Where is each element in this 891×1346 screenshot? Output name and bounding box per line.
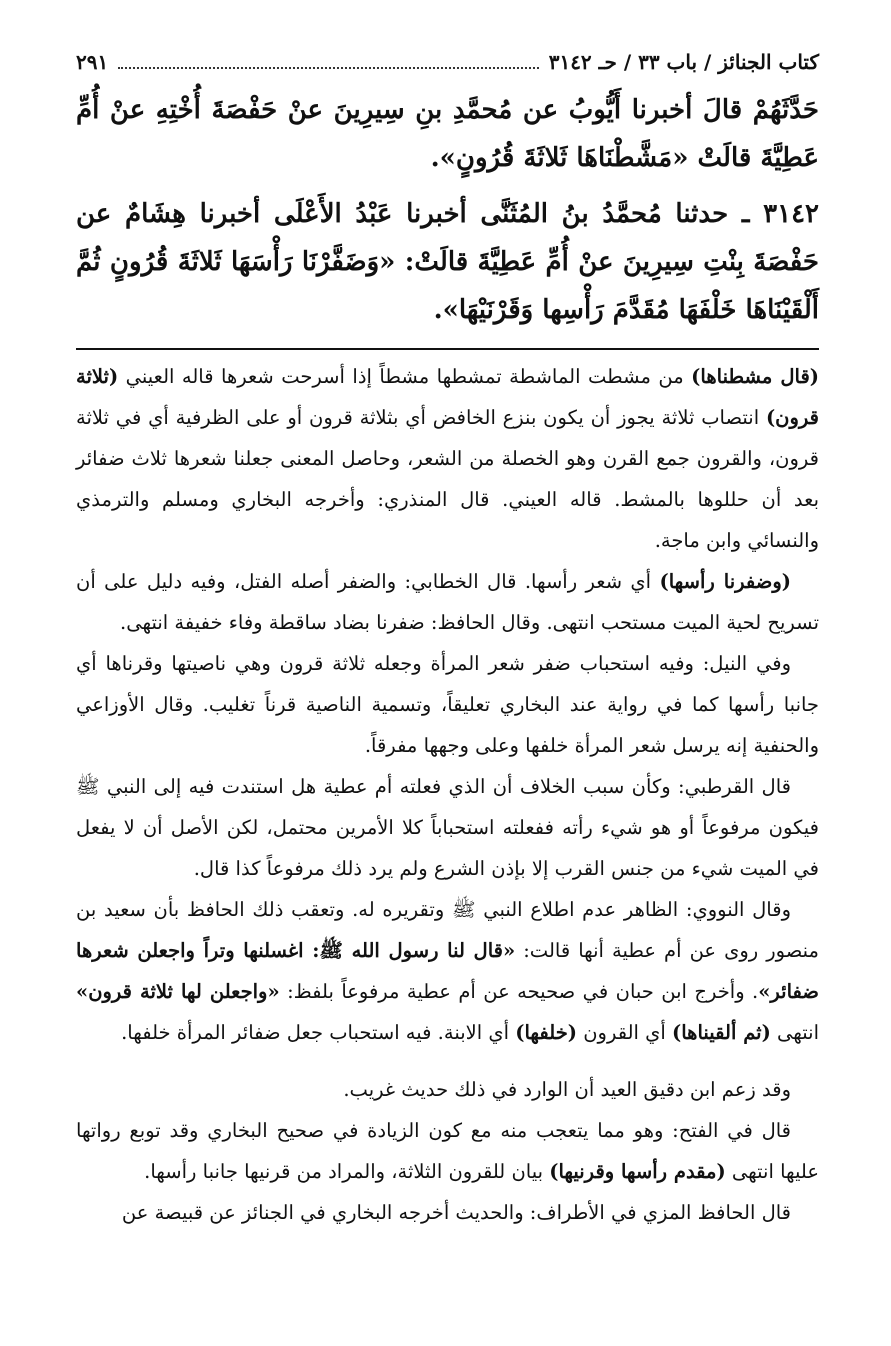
quotation: «قال لنا رسول الله ﷺ: اغسلنها وتراً واجعلن شعرها ضفائر»: [76, 939, 819, 1003]
commentary-text: قال في الفتح: وهو مما يتعجب منه مع كون الزيادة في صحيح البخاري وقد توبع رواتها عليها انتهى: [76, 1119, 819, 1183]
commentary: [76, 356, 819, 1233]
commentary-paragraph: [76, 1110, 819, 1192]
commentary-text: من مشطت الماشطة تمشطها مشطاً إذا أسرحت شعرها قاله العيني: [118, 365, 692, 388]
hadith-continuation: حَدَّثَهُمْ قالَ أخبرنا أَيُّوبُ عن مُحمَّدِ بنِ سِيرِينَ عنْ حَفْصَةَ أُخْتِهِ عنْ أُمِّ عَطِيَّةَ قالَتْ «مَشَّطْنَاهَا ثَلاثَةَ قُرُونٍ».: [76, 95, 819, 173]
commentary-paragraph: وقد زعم ابن دقيق العيد أن الوارد في ذلك حديث غريب.: [343, 1078, 791, 1101]
page-number: ٢٩١: [76, 50, 109, 74]
section-divider: [76, 348, 819, 350]
commentary-paragraph: [76, 561, 819, 643]
commentary-text: . وأخرج ابن حبان في صحيحه عن أم عطية مرفوعاً بلفظ:: [279, 980, 759, 1003]
lemma: (ثلاثة قرون): [76, 365, 819, 429]
hadith-3142: [76, 190, 819, 334]
commentary-paragraph: [76, 356, 819, 561]
quotation: «واجعلن لها ثلاثة قرون»: [76, 980, 280, 1003]
commentary-text: انتهى: [770, 1021, 819, 1044]
commentary-paragraph: قال الحافظ المزي في الأطراف: والحديث أخرجه البخاري في الجنائز عن قبيصة عن: [121, 1201, 791, 1224]
running-header: [76, 50, 819, 86]
commentary-text: أي شعر رأسها. قال الخطابي: والضفر أصله الفتل، وفيه دليل على أن تسريح لحية الميت مستحب انتهى. وقال الحافظ: ضفرنا بضاد ساقطة وفاء خفيفة انتهى.: [76, 570, 819, 634]
lemma: (قال مشطناها): [691, 365, 819, 388]
lemma: (مقدم رأسها وقرنيها): [549, 1160, 726, 1183]
commentary-text: بيان للقرون الثلاثة، والمراد من قرنيها جانبا رأسها.: [144, 1160, 550, 1183]
commentary-paragraph: قال القرطبي: وكأن سبب الخلاف أن الذي فعلته أم عطية هل استندت فيه إلى النبي ﷺ فيكون مرفوعاً أو هو شيء رأته ففعلته استحباباً كلا الأمرين محتمل، لكن الأصل أن لا يفعل في الميت شيء من جنس القرب إلا بإذن الشرع ولم يرد ذلك مرفوعاً كذا قال.: [76, 775, 819, 880]
hadith-number: ٣١٤٢ ـ: [741, 199, 819, 229]
lemma: (خلفها): [515, 1021, 578, 1044]
section-title: كتاب الجنائز / باب ٣٣ / حـ ٣١٤٢: [548, 50, 819, 74]
leader-dots: [118, 67, 538, 69]
commentary-text: أي الابنة. فيه استحباب جعل ضفائر المرأة خلفها.: [121, 1021, 516, 1044]
hadith-body: حدثنا مُحمَّدُ بنُ المُثَنَّى أخبرنا عَبْدُ الأَعْلَى أخبرنا هِشَامٌ عن حَفْصَةَ بِنْتِ سِيرِينَ عنْ أُمِّ عَطِيَّةَ قالَتْ: «وَضَفَّرْنَا رَأْسَهَا ثَلاثَةَ قُرُونٍ ثُمَّ أَلْقَيْنَاهَا خَلْفَهَا مُقَدَّمَ رَأْسِها وَقَرْنَيْهَا».: [76, 199, 819, 325]
commentary-text: انتصاب ثلاثة يجوز أن يكون بنزع الخافض أي بثلاثة قرون أو على الظرفية أي في ثلاثة قرون، والقرون جمع القرن وهو الخصلة من الشعر، وحاصل المعنى جعلنا شعرها ثلاث ضفائر بعد أن حللوها بالمشط. قاله العيني. قال المنذري: وأخرجه البخاري ومسلم والترمذي والنسائي وابن ماجة.: [76, 406, 819, 552]
commentary-paragraph: [76, 889, 819, 1053]
lemma: (وضفرنا رأسها): [659, 570, 791, 593]
commentary-paragraph: وفي النيل: وفيه استحباب ضفر شعر المرأة وجعله ثلاثة قرون وهي ناصيتها وقرناها أي جانبا رأسها كما في رواية عند البخاري تعليقاً، وتسمية الناصية قرناً تغليب. وقال الأوزاعي والحنفية إنه يرسل شعر المرأة خلفها وعلى وجهها مفرقاً.: [76, 652, 819, 757]
commentary-text: وقال النووي: الظاهر عدم اطلاع النبي ﷺ وتقريره له. وتعقب ذلك الحافظ بأن سعيد بن منصور روى عن أم عطية أنها قالت:: [76, 898, 819, 962]
commentary-text: أي القرون: [577, 1021, 673, 1044]
lemma: (ثم ألقيناها): [672, 1021, 771, 1044]
hadith-text: [76, 86, 819, 334]
